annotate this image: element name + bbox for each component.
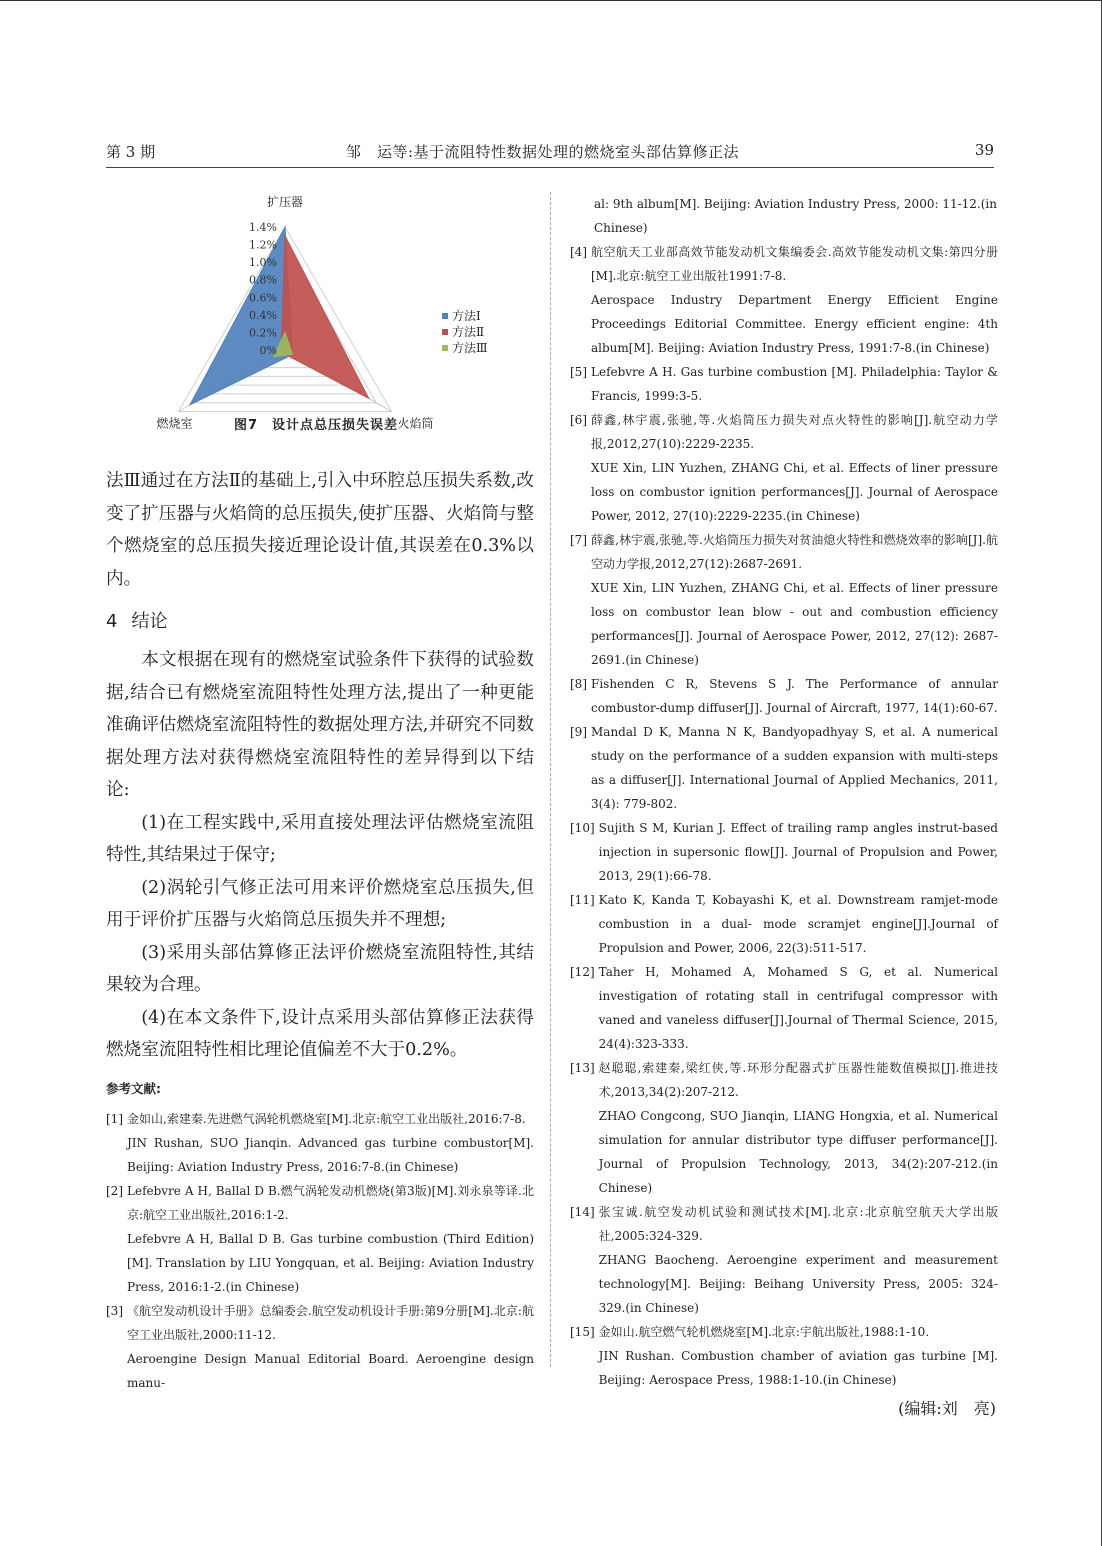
reference-translation: JIN Rushan. Combustion chamber of aviation gas turbine [M]. Beijing: Aerospace Press, 1988:1-10.(in Chinese)	[598, 1349, 998, 1387]
reference-body	[127, 1299, 534, 1395]
section-number: 4	[106, 611, 118, 632]
paragraph: 法Ⅲ通过在方法Ⅱ的基础上,引入中环腔总压损失系数,改变了扩压器与火焰筒的总压损失,使扩压器、火焰筒与整个燃烧室的总压损失接近理论设计值,其误差在0.3%以内。	[106, 471, 534, 589]
top-border	[0, 0, 1102, 1]
section-heading	[106, 606, 534, 638]
reference-body	[591, 720, 998, 816]
reference-text: Taher H, Mohamed A, Mohamed S G, et al. Numerical investigation of rotating stall in centrifugal compressor with vaned and vaneless diffuser[J].Journal of Thermal Science, 2015, 24(4):323-333.	[598, 965, 998, 1051]
reference-label: [2]	[106, 1183, 123, 1198]
reference-text: Lefebvre A H. Gas turbine combustion [M]. Philadelphia: Taylor & Francis, 1999:3-5.	[591, 365, 998, 403]
running-header	[106, 141, 994, 165]
reference-item	[570, 1056, 998, 1200]
reference-translation: Aerospace Industry Department Energy Efficient Engine Proceedings Editorial Committee. Energy efficient engine: 4th album[M]. Beijing: Aviation Industry Press, 1991:7-8.(in Chinese)	[591, 293, 998, 355]
reference-label: [7]	[570, 533, 587, 547]
tick-label: 0.6%	[249, 291, 277, 305]
paragraph: 本文根据在现有的燃烧室试验条件下获得的试验数据,结合已有燃烧室流阻特性处理方法,提出了一种更能准确评估燃烧室流阻特性的数据处理方法,并研究不同数据处理方法对获得燃烧室流阻特性的差异得到以下结论:	[106, 650, 535, 800]
conclusion-2: (2)涡轮引气修正法可用来评价燃烧室总压损失,但用于评价扩压器与火焰筒总压损失并不理想;	[106, 877, 534, 930]
reference-text: 赵聪聪,索建秦,梁红侠,等.环形分配器式扩压器性能数值模拟[J].推进技术,2013,34(2):207-212.	[598, 1061, 998, 1099]
reference-label: [3]	[106, 1303, 123, 1318]
reference-text: 《航空发动机设计手册》总编委会.航空发动机设计手册:第9分册[M].北京:航空工业出版社,2000:11-12.	[127, 1303, 534, 1342]
legend-label: 方法Ⅱ	[452, 325, 485, 339]
series-area	[281, 236, 368, 399]
reference-text: Fishenden C R, Stevens S J. The Performance of annular combustor-dump diffuser[J]. Journal of Aircraft, 1977, 14(1):60-67.	[591, 677, 998, 715]
reference-label: [5]	[570, 365, 587, 379]
reference-label: [8]	[570, 677, 587, 691]
references-right	[570, 192, 998, 1392]
reference-text: 薛鑫,林宇震,张驰,等.火焰筒压力损失对贫油熄火特性和燃烧效率的影响[J].航空动力学报,2012,27(12):2687-2691.	[591, 533, 998, 571]
conclusion-4: (4)在本文条件下,设计点采用头部估算修正法获得燃烧室流阻特性相比理论值偏差不大于0.2%。	[106, 1007, 534, 1060]
reference-item	[570, 1200, 998, 1320]
reference-text: 金如山,索建秦.先进燃气涡轮机燃烧室[M].北京:航空工业出版社,2016:7-8.	[127, 1111, 526, 1126]
column-divider	[550, 192, 551, 1367]
tick-label: 0%	[259, 344, 277, 357]
reference-body	[591, 672, 998, 720]
reference-item	[570, 528, 998, 672]
reference-body	[591, 408, 998, 528]
reference-item	[106, 1179, 534, 1299]
reference-item	[570, 360, 998, 408]
reference-item	[570, 1320, 998, 1392]
legend-swatch	[442, 345, 448, 351]
reference-text: 金如山.航空燃气轮机燃烧室[M].北京:宇航出版社,1988:1-10.	[598, 1325, 930, 1339]
reference-label: [13]	[570, 1061, 595, 1075]
reference-body	[599, 1056, 998, 1200]
reference-text: 薛鑫,林宇震,张驰,等.火焰筒压力损失对点火特性的影响[J].航空动力学报,2012,27(10):2229-2235.	[591, 413, 998, 451]
reference-body	[599, 1200, 998, 1320]
axis-label: 扩压器	[266, 195, 304, 209]
series-area	[190, 227, 293, 405]
reference-translation: XUE Xin, LIN Yuzhen, ZHANG Chi, et al. Effects of liner pressure loss on combustor ignition performances[J]. Journal of Aerospace Power, 2012, 27(10):2229-2235.(in Chinese)	[591, 461, 998, 523]
tick-label: 0.8%	[249, 273, 277, 287]
legend-swatch	[442, 313, 448, 319]
tick-label: 0.2%	[249, 326, 277, 340]
running-title: 邹 运等:基于流阻特性数据处理的燃烧室头部估算修正法	[346, 143, 740, 161]
reference-translation: Aeroengine Design Manual Editorial Board. Aeroengine design manu-	[127, 1351, 534, 1390]
reference-text: 张宝诚.航空发动机试验和测试技术[M].北京:北京航空航天大学出版社,2005:324-329.	[598, 1205, 998, 1243]
reference-label: [11]	[570, 893, 595, 907]
body-text	[106, 465, 534, 1067]
reference-translation: ZHAO Congcong, SUO Jianqin, LIANG Hongxia, et al. Numerical simulation for annular distributor type diffuser performance[J]. Journal of Propulsion Technology, 2013, 34(2):207-212.(in Chinese)	[598, 1109, 998, 1195]
page-number: 39	[974, 141, 994, 159]
reference-item	[106, 1299, 534, 1395]
reference-label: [4]	[570, 245, 587, 259]
tick-label: 1.2%	[249, 238, 277, 252]
reference-item	[106, 1107, 534, 1179]
reference-item	[570, 960, 998, 1056]
reference-item	[570, 720, 998, 816]
references-heading: 参考文献:	[106, 1080, 161, 1096]
reference-text: Mandal D K, Manna N K, Bandyopadhyay S, et al. A numerical study on the performance of a sudden expansion with multi-steps as a diffuser[J]. International Journal of Applied Mechanics, 2011, 3(4): 779-802.	[591, 725, 998, 811]
reference-translation: ZHANG Baocheng. Aeroengine experiment and measurement technology[M]. Beijing: Beihang University Press, 2005: 324-329.(in Chinese)	[598, 1253, 998, 1315]
reference-body	[599, 888, 998, 960]
reference-body	[127, 1179, 534, 1299]
reference-label: [1]	[106, 1111, 123, 1126]
reference-item	[570, 408, 998, 528]
reference-label: [9]	[570, 725, 587, 739]
reference-label: [14]	[570, 1205, 595, 1219]
reference-text: Kato K, Kanda T, Kobayashi K, et al. Downstream ramjet-mode combustion in a dual- mode scramjet engine[J].Journal of Propulsion and Power, 2006, 22(3):511-517.	[598, 893, 998, 955]
reference-item	[570, 240, 998, 360]
reference-body	[591, 528, 998, 672]
figure-caption: 图7 设计点总压损失误差	[233, 418, 399, 433]
header-rule	[106, 167, 994, 168]
axis-label: 燃烧室	[156, 416, 193, 431]
reference-body	[599, 960, 998, 1056]
reference-text: Lefebvre A H, Ballal D B.燃气涡轮发动机燃烧(第3版)[M].刘永泉等译.北京:航空工业出版社,2016:1-2.	[127, 1183, 534, 1222]
reference-item	[570, 888, 998, 960]
reference-text: 航空航天工业部高效节能发动机文集编委会.高效节能发动机文集:第四分册[M].北京:航空工业出版社1991:7-8.	[591, 245, 998, 283]
right-column	[570, 192, 998, 1419]
tick-label: 1.4%	[249, 221, 277, 234]
references-left	[106, 1107, 534, 1395]
left-column	[106, 465, 534, 1395]
references-right-list	[570, 240, 998, 1392]
reference-body	[599, 816, 998, 888]
reference-label: [12]	[570, 965, 595, 979]
reference-translation: JIN Rushan, SUO Jianqin. Advanced gas turbine combustor[M]. Beijing: Aviation Industry Press, 2016:7-8.(in Chinese)	[127, 1135, 534, 1174]
reference-item	[570, 816, 998, 888]
reference-text: Sujith S M, Kurian J. Effect of trailing ramp angles instrut-based injection in supersonic flow[J]. Journal of Propulsion and Power, 2013, 29(1):66-78.	[598, 821, 998, 883]
axis-label: 火焰筒	[397, 416, 434, 431]
reference-body	[591, 360, 998, 408]
reference-body	[599, 1320, 998, 1392]
reference-translation: Lefebvre A H, Ballal D B. Gas turbine combustion (Third Edition) [M]. Translation by LIU Yongquan, et al. Beijing: Aviation Industry Press, 2016:1-2.(in Chinese)	[127, 1231, 534, 1294]
reference-label: [15]	[570, 1325, 595, 1339]
issue-label: 第 3 期	[106, 143, 156, 161]
legend-label: 方法Ⅰ	[452, 309, 481, 323]
reference-body	[127, 1107, 534, 1179]
conclusion-3: (3)采用头部估算修正法评价燃烧室流阻特性,其结果较为合理。	[106, 942, 534, 995]
legend-swatch	[442, 329, 448, 335]
editor-credit: (编辑:刘 亮)	[898, 1399, 996, 1418]
reference-continuation: al: 9th album[M]. Beijing: Aviation Industry Press, 2000: 11-12.(in Chinese)	[594, 197, 997, 235]
tick-label: 0.4%	[249, 308, 277, 322]
reference-body	[591, 240, 998, 360]
section-title: 结论	[131, 611, 168, 632]
legend-label: 方法Ⅲ	[452, 341, 488, 355]
reference-item	[570, 672, 998, 720]
reference-translation: XUE Xin, LIN Yuzhen, ZHANG Chi, et al. Effects of liner pressure loss on combustor lean blow - out and combustion efficiency performances[J]. Journal of Aerospace Power, 2012, 27(12): 2687-2691.(in Chinese)	[591, 581, 998, 667]
tick-label: 1.0%	[249, 256, 277, 270]
conclusion-1: (1)在工程实践中,采用直接处理法评估燃烧室流阻特性,其结果过于保守;	[106, 812, 534, 865]
reference-label: [6]	[570, 413, 587, 427]
reference-label: [10]	[570, 821, 595, 835]
